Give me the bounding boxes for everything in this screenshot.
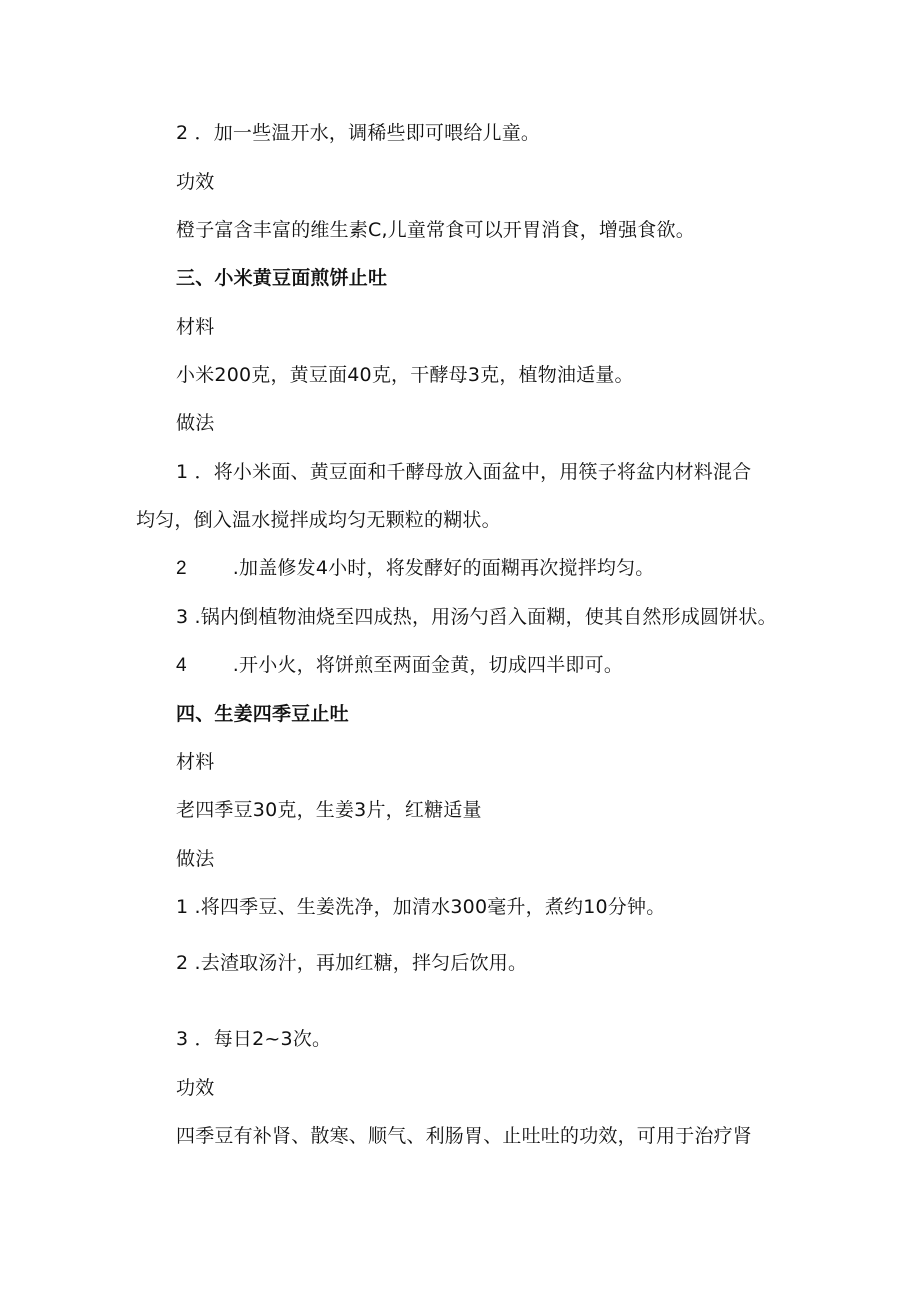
ingredients-text: 老四季豆30克，生姜3片，红糖适量 — [176, 799, 482, 821]
paragraph: 四季豆有补肾、散寒、顺气、利肠胃、止吐吐的功效，可用于治疗肾 — [176, 1125, 753, 1147]
ingredients-text: 小米200克，黄豆面40克，干酵母3克，植物油适量。 — [176, 364, 634, 386]
section-label-method: 做法 — [176, 412, 215, 434]
paragraph: 橙子富含丰富的维生素C,儿童常食可以开胃消食，增强食欲。 — [176, 219, 695, 241]
step-line: 1 .将四季豆、生姜洗净，加清水300毫升，煮约10分钟。 — [176, 896, 666, 918]
step-number: 2 — [176, 558, 187, 579]
step-number: 4 — [176, 655, 187, 676]
section-label-efficacy: 功效 — [176, 171, 215, 193]
step-text: .加盖修发4小时，将发酵好的面糊再次搅拌均匀。 — [232, 557, 655, 579]
step-line: 1 ．将小米面、黄豆面和千酵母放入面盆中，用筷子将盆内材料混合 — [176, 461, 752, 483]
step-line: 2 ．加一些温开水，调稀些即可喂给儿童。 — [176, 122, 541, 144]
section-heading: 四、生姜四季豆止吐 — [176, 703, 349, 725]
section-label-efficacy: 功效 — [176, 1077, 215, 1099]
step-line: 2 .去渣取汤汁，再加红糖，拌匀后饮用。 — [176, 952, 528, 974]
step-line — [176, 653, 623, 678]
step-line — [176, 556, 655, 581]
section-label-ingredients: 材料 — [176, 751, 215, 773]
section-heading: 三、小米黄豆面煎饼止吐 — [176, 267, 388, 289]
step-line: 3 .锅内倒植物油烧至四成热，用汤勺舀入面糊，使其自然形成圆饼状。 — [176, 606, 777, 628]
step-text: .开小火，将饼煎至两面金黄，切成四半即可。 — [232, 654, 624, 676]
step-line: 3 ．每日2~3次。 — [176, 1028, 332, 1050]
step-line-continuation: 均匀，倒入温水搅拌成均匀无颗粒的糊状。 — [136, 509, 501, 531]
section-label-ingredients: 材料 — [176, 316, 215, 338]
section-label-method: 做法 — [176, 848, 215, 870]
